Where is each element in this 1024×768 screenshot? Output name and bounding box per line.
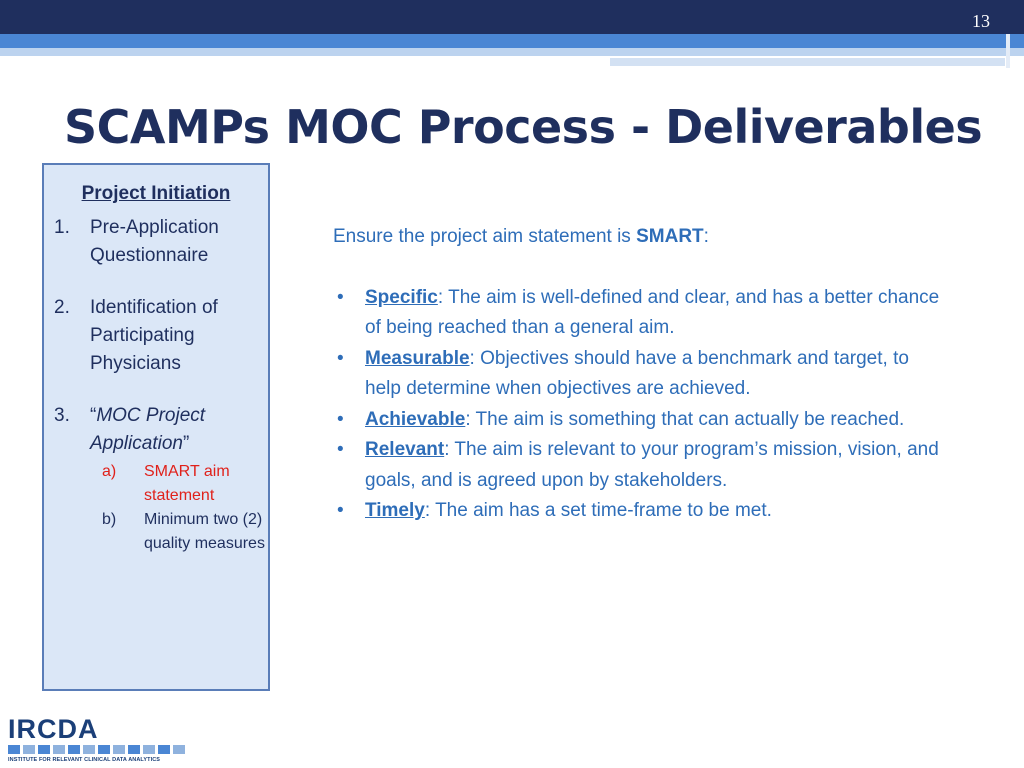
bullet-icon: •: [337, 286, 344, 308]
intro-text: [333, 222, 943, 253]
step-item: [44, 402, 268, 458]
smart-bullet-list: [333, 283, 943, 527]
box-heading: Project Initiation: [81, 183, 231, 204]
sub-item-letter: b): [102, 511, 117, 528]
step-list: [44, 214, 268, 556]
step-item: [44, 214, 268, 270]
smart-bullet: [333, 283, 943, 344]
step-text: Pre-Application Questionnaire: [90, 217, 219, 266]
bullet-description: : The aim is well-defined and clear, and has a better chance of being reached than a general aim.: [365, 286, 940, 338]
bullet-text: [365, 344, 943, 405]
top-banner-dark: [0, 0, 1024, 34]
intro-bold: SMART: [636, 226, 704, 247]
sub-item-list: [102, 460, 268, 556]
smart-bullet: [333, 405, 943, 436]
bullet-term: Relevant: [365, 439, 445, 460]
bullet-text: [365, 496, 943, 527]
open-quote: “: [90, 405, 97, 426]
bullet-term: Timely: [365, 500, 425, 521]
bullet-term: Measurable: [365, 347, 470, 369]
bullet-description: : The aim is something that can actually be reached.: [465, 408, 905, 430]
smart-bullet: [333, 344, 943, 405]
step-number: 3.: [54, 405, 70, 426]
top-banner-light: [0, 48, 1024, 56]
smart-bullet: [333, 496, 943, 527]
step-text: Identification of Participating Physicians: [90, 297, 218, 374]
slide-number: 13: [972, 11, 990, 31]
step-text: [90, 402, 268, 458]
sub-item-text: Minimum two (2) quality measures: [144, 511, 265, 552]
top-banner-accent: [610, 58, 1005, 66]
bullet-icon: •: [337, 500, 344, 521]
slide-title: SCAMPs MOC Process - Deliverables: [64, 100, 983, 154]
top-banner-blue: [0, 34, 1024, 48]
intro-prefix: Ensure the project aim statement is: [333, 226, 637, 247]
smart-bullet: [333, 435, 943, 496]
logo-wordmark: IRCDA: [8, 714, 99, 744]
logo-tagline: INSTITUTE FOR RELEVANT CLINICAL DATA ANALYTICS: [8, 757, 161, 763]
step-italic-text: MOC Project Application: [90, 405, 206, 454]
bullet-term: Achievable: [365, 408, 466, 430]
sub-item-text: SMART aim statement: [144, 463, 230, 504]
bullet-description: : The aim is relevant to your program’s mission, vision, and goals, and is agreed upon by stakeholders.: [365, 439, 939, 491]
bullet-description: : Objectives should have a benchmark and target, to help determine when objectives are achieved.: [365, 347, 909, 399]
bullet-icon: •: [337, 408, 344, 430]
top-banner-divider: [1006, 34, 1010, 68]
bullet-term: Specific: [365, 286, 438, 308]
ircda-logo: [8, 715, 198, 763]
step-number: 1.: [54, 217, 70, 238]
bullet-text: [365, 405, 943, 436]
bullet-icon: •: [337, 347, 344, 369]
sub-item: [102, 460, 268, 508]
step-number: 2.: [54, 297, 70, 318]
step-item: [44, 294, 268, 378]
logo-blocks: [8, 745, 198, 754]
smart-content: [333, 222, 943, 527]
sub-item: [102, 508, 268, 556]
sub-item-letter: a): [102, 463, 117, 480]
bullet-icon: •: [337, 439, 344, 460]
bullet-text: [365, 435, 943, 496]
close-quote: ”: [182, 433, 190, 454]
project-initiation-box: [42, 163, 270, 691]
bullet-description: : The aim has a set time-frame to be met.: [424, 500, 772, 521]
bullet-text: [365, 283, 943, 344]
intro-suffix: :: [703, 226, 709, 247]
